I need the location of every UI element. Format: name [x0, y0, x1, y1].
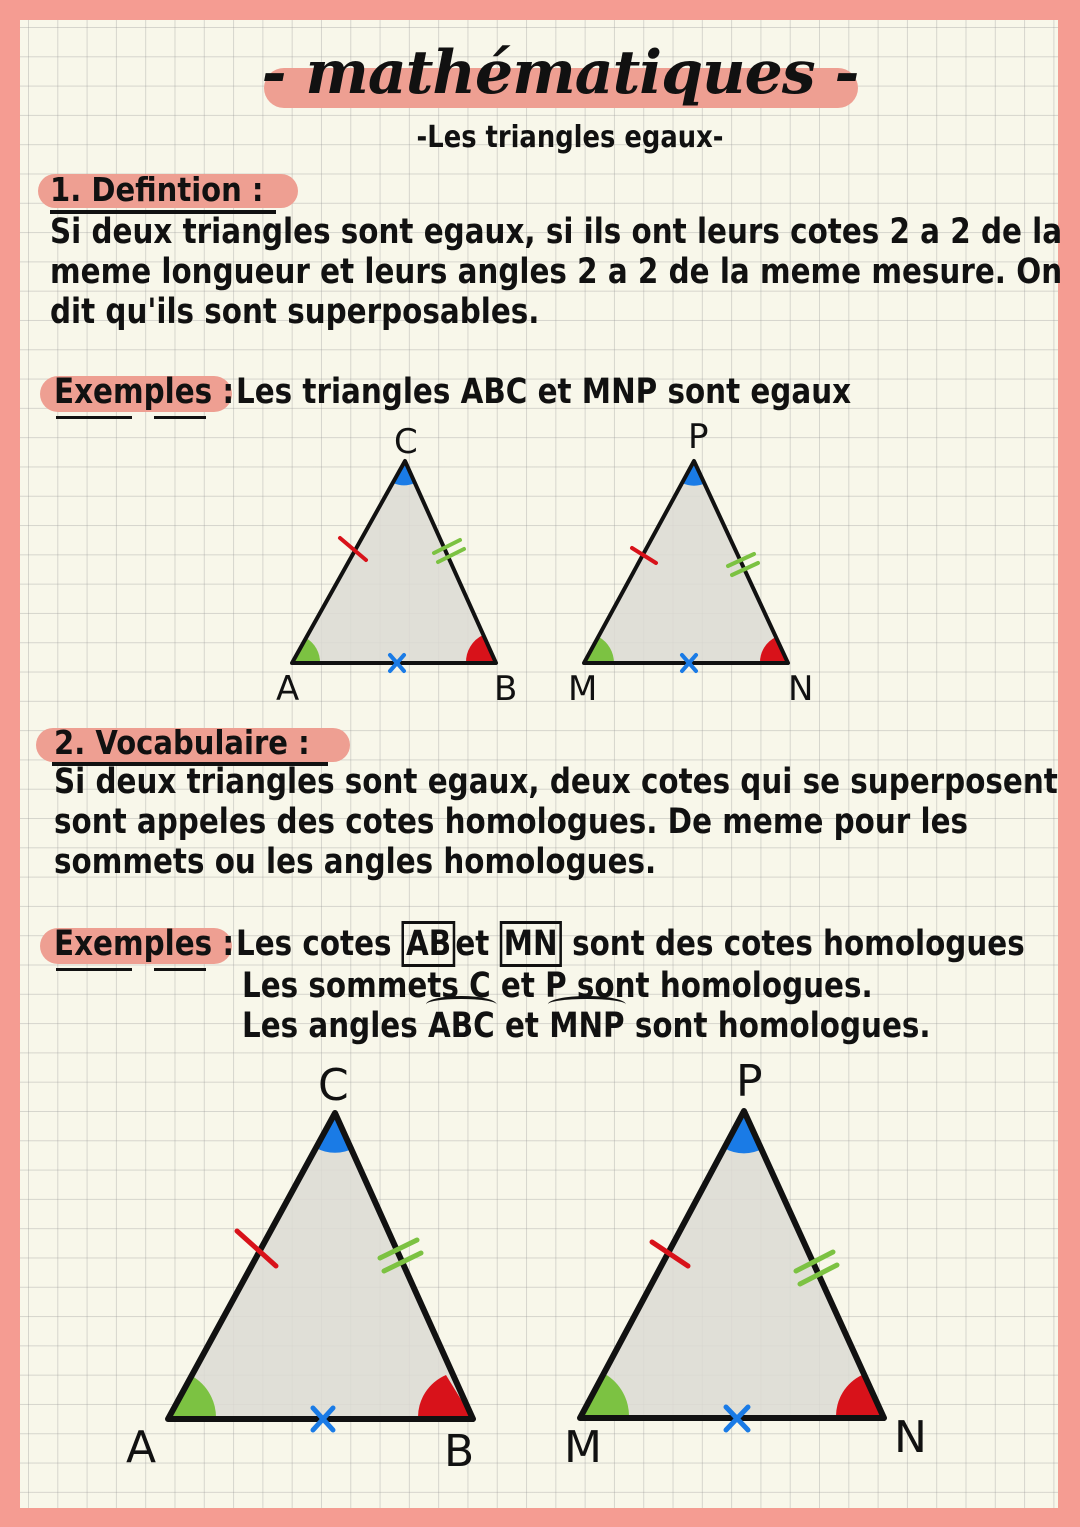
- example2-line3-mid: et: [494, 1006, 550, 1046]
- definition-line-2: meme longueur et leurs angles 2 a 2 de la meme mesure. On: [50, 252, 1063, 292]
- vertex-label-m: M: [568, 669, 598, 709]
- vertex-label-p: P: [688, 417, 709, 457]
- example2-line1-mid: et: [455, 924, 500, 964]
- large-triangle-mnp: [20, 20, 1058, 1508]
- vertex-label-a: A: [276, 669, 300, 709]
- vertex-label-n: N: [788, 669, 814, 709]
- notebook-page: [20, 20, 1063, 1508]
- definition-line-3: dit qu'ils sont superposables.: [50, 292, 540, 332]
- vertex-label-c-large: C: [318, 1060, 349, 1111]
- page-subtitle: -Les triangles egaux-: [416, 120, 724, 155]
- segment-ab: AB: [402, 921, 456, 967]
- vertex-label-b-large: B: [444, 1426, 475, 1477]
- page-title: - mathématiques -: [261, 38, 859, 108]
- vertex-label-n-large: N: [894, 1412, 927, 1463]
- vertex-label-p-large: P: [736, 1056, 763, 1107]
- section1-heading: 1. Defintion :: [50, 170, 264, 209]
- vertex-label-m-large: M: [564, 1422, 602, 1473]
- example2-line3-pre: Les angles: [242, 1006, 428, 1046]
- vertex-label-c: C: [394, 422, 418, 462]
- vocabulary-line-2: sont appeles des cotes homologues. De meme pour les: [54, 802, 969, 842]
- example2-line1-pre: Les cotes: [236, 924, 402, 964]
- example2-line-2: Les sommets C et P sont homologues.: [242, 966, 873, 1006]
- vocabulary-line-3: sommets ou les angles homologues.: [54, 842, 657, 882]
- vocabulary-line-1: Si deux triangles sont egaux, deux cotes qui se superposent: [54, 762, 1058, 802]
- vertex-label-a-large: A: [126, 1422, 157, 1473]
- example2-line3-post: sont homologues.: [624, 1006, 931, 1046]
- example2-label: Exemples :: [54, 924, 235, 964]
- segment-mn: MN: [500, 921, 562, 967]
- angle-mnp: MNP: [549, 1006, 625, 1046]
- vertex-label-b: B: [494, 669, 518, 709]
- example1-label: Exemples :: [54, 372, 235, 412]
- definition-line-1: Si deux triangles sont egaux, si ils ont leurs cotes 2 a 2 de la: [50, 212, 1063, 252]
- section2-heading: 2. Vocabulaire :: [54, 723, 310, 762]
- example2-line1-post: sont des cotes homologues: [561, 924, 1025, 964]
- example1-text: Les triangles ABC et MNP sont egaux: [236, 372, 852, 412]
- angle-abc: ABC: [427, 1006, 495, 1046]
